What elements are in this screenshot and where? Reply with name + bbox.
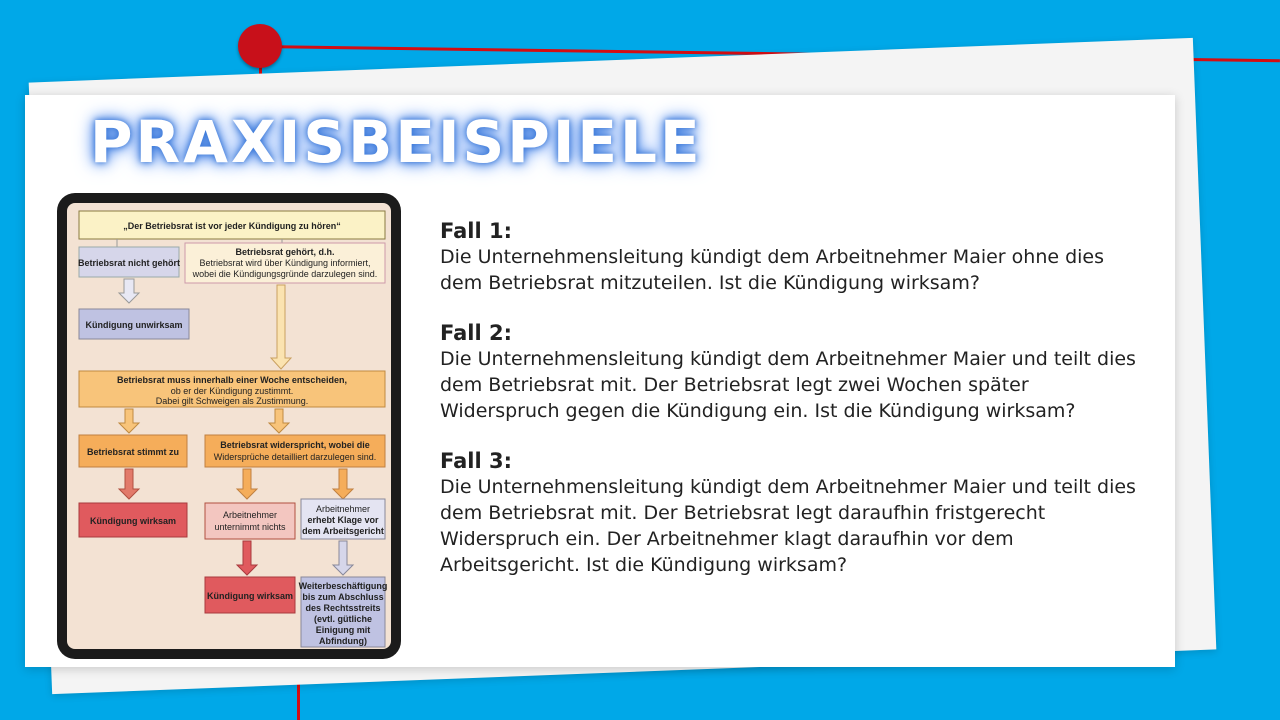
fc-unwirksam: Kündigung unwirksam — [85, 320, 183, 330]
fc-cont-6: Abfindung) — [319, 636, 367, 646]
pin-icon — [238, 24, 282, 68]
case-list — [440, 218, 1140, 602]
page-title: PRAXISBEISPIELE — [90, 108, 703, 176]
fc-agrees: Betriebsrat stimmt zu — [86, 447, 180, 457]
fc-heard-1: Betriebsrat gehört, d.h. — [235, 247, 335, 257]
case-2 — [440, 320, 1140, 424]
fc-heard-2: Betriebsrat wird über Kündigung informiert, — [199, 258, 371, 268]
fc-arrow — [333, 541, 353, 575]
fc-sues-3: dem Arbeitsgericht — [302, 526, 384, 536]
fc-decide-2: ob er der Kündigung zustimmt. — [170, 386, 294, 396]
fc-nothing-2: unternimmt nichts — [214, 522, 286, 532]
fc-not-heard: Betriebsrat nicht gehört — [77, 258, 181, 268]
fc-arrow — [333, 469, 353, 499]
fc-decide-1: Betriebsrat muss innerhalb einer Woche entscheiden, — [117, 375, 347, 385]
fc-cont-3: des Rechtsstreits — [305, 603, 381, 613]
case-3 — [440, 448, 1140, 578]
flowchart — [67, 203, 391, 649]
fc-nothing-1: Arbeitnehmer — [222, 510, 278, 520]
fc-sues-2: erhebt Klage vor — [307, 515, 379, 525]
fc-objects-1: Betriebsrat widerspricht, wobei die — [220, 440, 370, 450]
case-2-title: Fall 2: — [440, 321, 513, 345]
fc-nothing-box — [205, 503, 295, 539]
case-2-text: Die Unternehmensleitung kündigt dem Arbeitnehmer Maier und teilt dies dem Betriebsrat mit. Der Betriebsrat legt zwei Wochen später Widerspruch gegen die Kündigung ein. Ist die Kündigung wirksam? — [440, 348, 1136, 422]
fc-arrow — [237, 469, 257, 499]
case-1-title: Fall 1: — [440, 219, 513, 243]
fc-arrow — [119, 469, 139, 499]
fc-cont-4: (evtl. gütliche — [313, 614, 373, 624]
fc-sues-1: Arbeitnehmer — [315, 504, 371, 514]
fc-arrow — [269, 409, 289, 433]
fc-cont-2: bis zum Abschluss — [302, 592, 384, 602]
case-3-title: Fall 3: — [440, 449, 513, 473]
fc-heard-3: wobei die Kündigungsgründe darzulegen sind. — [192, 269, 378, 279]
fc-cont-1: Weiterbeschäftigung — [298, 581, 388, 591]
flowchart-image — [67, 203, 391, 649]
fc-decide-3: Dabei gilt Schweigen als Zustimmung. — [155, 396, 309, 406]
fc-arrow — [271, 285, 291, 369]
fc-header-text: „Der Betriebsrat ist vor jeder Kündigung zu hören“ — [123, 221, 341, 231]
fc-cont-5: Einigung mit — [315, 625, 371, 635]
fc-arrow — [237, 541, 257, 575]
fc-wirksam-1: Kündigung wirksam — [89, 516, 177, 526]
case-1-text: Die Unternehmensleitung kündigt dem Arbeitnehmer Maier ohne dies dem Betriebsrat mitzuteilen. Ist die Kündigung wirksam? — [440, 246, 1105, 294]
fc-arrow — [119, 409, 139, 433]
case-3-text: Die Unternehmensleitung kündigt dem Arbeitnehmer Maier und teilt dies dem Betriebsrat mit. Der Betriebsrat legt daraufhin fristgerecht Widerspruch ein. Der Arbeitnehmer klagt daraufhin vor dem Arbeitsgericht. Ist die Kündigung wirksam? — [440, 476, 1136, 576]
fc-wirksam-2: Kündigung wirksam — [206, 591, 294, 601]
fc-objects-2: Widersprüche detailliert darzulegen sind. — [213, 452, 377, 462]
fc-arrow — [119, 279, 139, 303]
case-1 — [440, 218, 1140, 296]
tablet-frame — [57, 193, 401, 659]
